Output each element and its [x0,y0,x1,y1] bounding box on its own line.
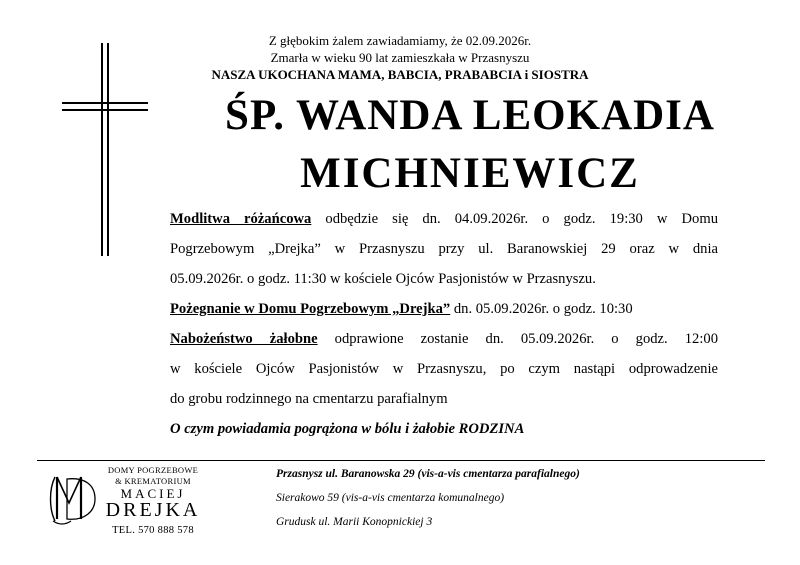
closing-line: O czym powiadamia pogrążona w bólu i żałobie RODZINA [170,421,525,437]
rosary-label: Modlitwa różańcowa [170,211,312,227]
cross-horizontal-bar-2 [62,109,148,111]
intro-line-1: Z głębokim żalem zawiadamiamy, że 02.09.2026r. [268,33,532,48]
intro-block [150,32,650,83]
funeral-home-logo [37,463,207,543]
address-item: Przasnysz ul. Baranowska 29 (vis-a-vis cmentarza parafialnego) [276,468,580,480]
cross-vertical-bar-1 [101,43,103,256]
intro-line-3: NASZA UKOCHANA MAMA, BABCIA, PRABABCIA i SIOSTRA [211,67,589,82]
deceased-name-line-2: MICHNIEWICZ [300,150,640,197]
footer-divider [37,460,765,461]
rosary-line-1 [170,204,718,234]
address-item: Sierakowo 59 (vis-a-vis cmentarza komunalnego) [276,492,505,504]
rosary-line-2: Pogrzebowym „Drejka” w Przasnyszu przy ul. Baranowskiej 29 oraz w dnia [170,241,718,257]
md-monogram-icon [45,469,99,529]
address-list [276,466,756,538]
farewell-label: Pożegnanie w Domu Pogrzebowym „Drejka” [170,301,451,317]
farewell-line [170,294,718,324]
mass-text-1: odprawione zostanie dn. 05.09.2026r. o godz. 12:00 [317,331,718,347]
cross-vertical-bar-2 [107,43,109,256]
farewell-text: dn. 05.09.2026r. o godz. 10:30 [450,301,633,317]
logo-first-name: MACIEJ [120,486,186,501]
logo-line-2: & KREMATORIUM [115,476,191,486]
rosary-text-1: odbędzie się dn. 04.09.2026r. o godz. 19:30 w Domu [311,211,719,227]
ceremony-details [170,204,718,444]
mass-label: Nabożeństwo żałobne [170,331,318,347]
cross-horizontal-bar-1 [62,102,148,104]
deceased-name-line-1: ŚP. WANDA LEOKADIA [225,92,715,139]
address-item: Grudusk ul. Marii Konopnickiej 3 [276,516,433,528]
mass-line-2: w kościele Ojców Pasjonistów w Przasnyszu, po czym nastąpi odprowadzenie [170,361,718,377]
logo-surname: DREJKA [105,499,201,521]
rosary-line-3: 05.09.2026r. o godz. 11:30 w kościele Ojców Pasjonistów w Przasnyszu. [170,271,596,287]
logo-phone: TEL. 570 888 578 [112,525,194,536]
logo-line-1: DOMY POGRZEBOWE [107,465,199,475]
mass-line-1 [170,324,718,354]
intro-line-2: Zmarła w wieku 90 lat zamieszkała w Przasnyszu [270,50,530,65]
mass-line-3: do grobu rodzinnego na cmentarzu parafialnym [170,391,448,407]
